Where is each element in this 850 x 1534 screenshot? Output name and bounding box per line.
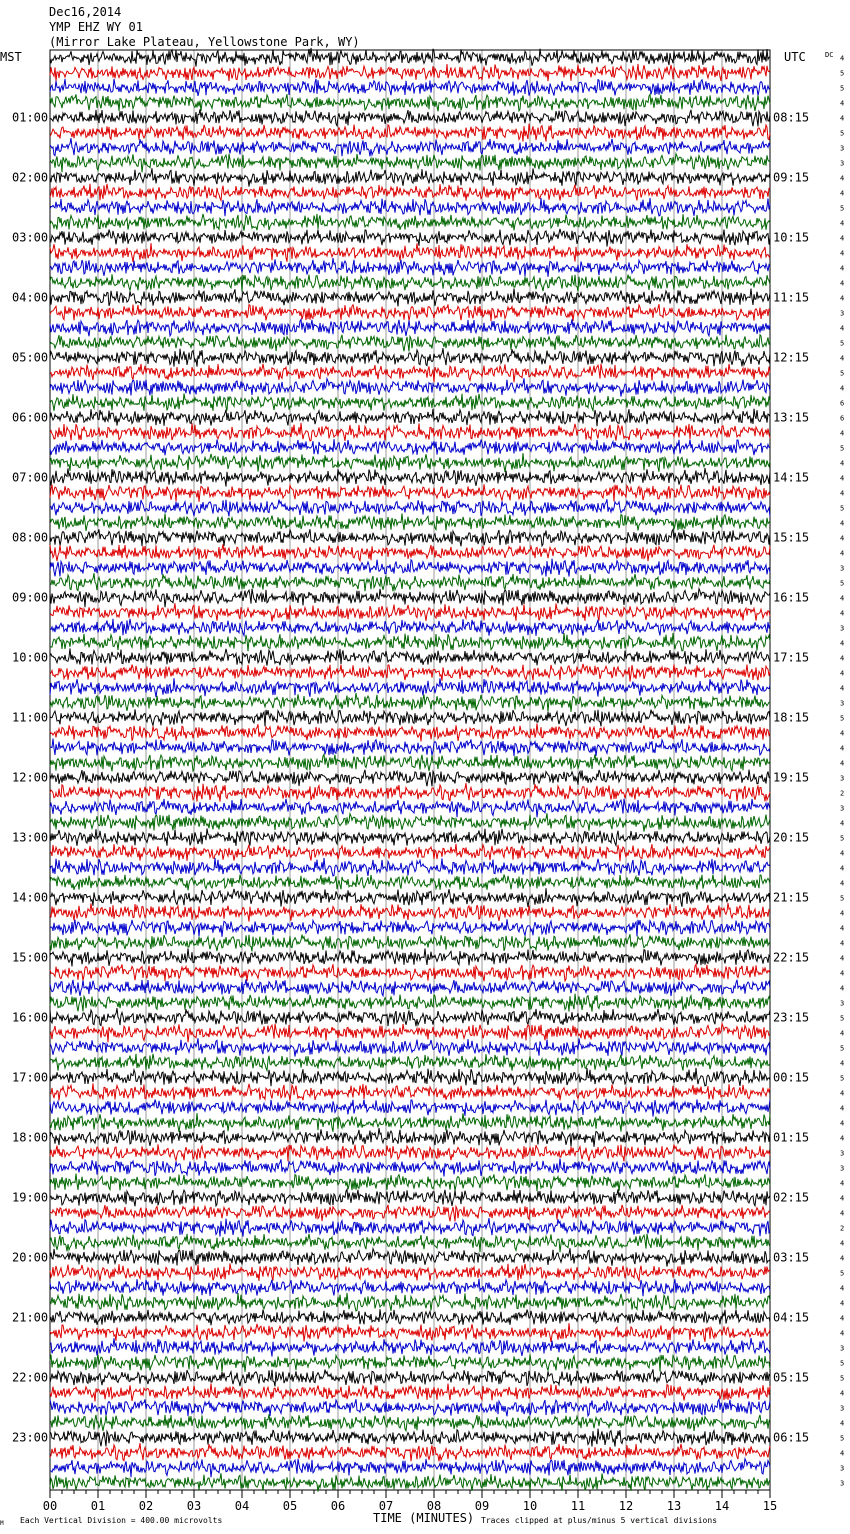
scale-value: 4 bbox=[840, 1179, 845, 1188]
scale-value: 3 bbox=[840, 1344, 845, 1353]
scale-value: 4 bbox=[840, 849, 845, 858]
right-hour-label: 00:15 bbox=[773, 1070, 810, 1085]
scale-value: 5 bbox=[840, 1014, 845, 1023]
scale-value: 5 bbox=[840, 339, 845, 348]
trace-75 bbox=[50, 1174, 770, 1192]
trace-38 bbox=[50, 619, 770, 636]
scale-value: 4 bbox=[840, 1254, 845, 1263]
scale-value: 4 bbox=[840, 1284, 845, 1293]
x-tick-label: 09 bbox=[474, 1499, 490, 1513]
scale-value: 4 bbox=[840, 639, 845, 648]
scale-value: 3 bbox=[840, 999, 845, 1008]
trace-78 bbox=[50, 1218, 770, 1236]
right-hour-label: 23:15 bbox=[773, 1010, 810, 1025]
scale-value: 4 bbox=[840, 654, 845, 663]
x-tick-label: 03 bbox=[186, 1499, 202, 1513]
scale-value: 5 bbox=[840, 369, 845, 378]
trace-39 bbox=[50, 633, 770, 651]
scale-value: 4 bbox=[840, 1419, 845, 1428]
trace-90 bbox=[50, 1399, 770, 1416]
trace-11 bbox=[50, 214, 770, 231]
trace-70 bbox=[50, 1099, 770, 1117]
header-location: (Mirror Lake Plateau, Yellowstone Park, WY) bbox=[49, 35, 360, 49]
trace-6 bbox=[50, 138, 770, 156]
trace-81 bbox=[50, 1263, 770, 1280]
scale-value: 4 bbox=[840, 879, 845, 888]
scale-value: 5 bbox=[840, 444, 845, 453]
trace-29 bbox=[50, 484, 770, 501]
trace-0 bbox=[50, 48, 770, 67]
trace-3 bbox=[50, 94, 770, 111]
right-timezone-label: UTC bbox=[784, 50, 806, 64]
scale-value: 4 bbox=[840, 279, 845, 288]
trace-41 bbox=[50, 664, 770, 682]
scale-value: 4 bbox=[840, 294, 845, 303]
trace-35 bbox=[50, 573, 770, 591]
x-tick-label: 12 bbox=[618, 1499, 634, 1513]
trace-63 bbox=[50, 994, 770, 1012]
scale-value: 4 bbox=[840, 1134, 845, 1143]
scale-value: 4 bbox=[840, 429, 845, 438]
trace-55 bbox=[50, 874, 770, 890]
scale-value: 4 bbox=[840, 459, 845, 468]
trace-87 bbox=[50, 1354, 770, 1371]
left-hour-label: 10:00 bbox=[12, 650, 49, 665]
left-hour-label: 12:00 bbox=[12, 770, 49, 785]
scale-value: 4 bbox=[840, 594, 845, 603]
trace-52 bbox=[50, 828, 770, 845]
scale-value: 5 bbox=[840, 579, 845, 588]
trace-48 bbox=[50, 770, 770, 787]
trace-19 bbox=[50, 335, 770, 352]
scale-value: 4 bbox=[840, 189, 845, 198]
trace-9 bbox=[50, 184, 770, 201]
left-hour-labels bbox=[12, 111, 48, 1445]
x-tick-label: 14 bbox=[714, 1499, 730, 1513]
scale-value: 4 bbox=[840, 354, 845, 363]
trace-18 bbox=[50, 319, 770, 336]
scale-value: 4 bbox=[840, 1104, 845, 1113]
trace-46 bbox=[50, 739, 770, 757]
scale-value: 4 bbox=[840, 249, 845, 258]
trace-49 bbox=[50, 783, 770, 801]
corner-mark: M bbox=[0, 1520, 4, 1527]
trace-16 bbox=[50, 288, 770, 306]
scale-value: 2 bbox=[840, 789, 845, 798]
trace-50 bbox=[50, 799, 770, 817]
right-hour-label: 20:15 bbox=[773, 830, 810, 845]
scale-value: 5 bbox=[840, 1434, 845, 1443]
left-hour-label: 15:00 bbox=[12, 950, 49, 965]
trace-95 bbox=[50, 1473, 770, 1491]
trace-14 bbox=[50, 258, 770, 277]
right-hour-label: 14:15 bbox=[773, 470, 810, 485]
left-hour-label: 13:00 bbox=[12, 830, 49, 845]
right-hour-label: 19:15 bbox=[773, 770, 810, 785]
scale-value: 5 bbox=[840, 834, 845, 843]
trace-5 bbox=[50, 124, 770, 142]
scale-value: 4 bbox=[840, 264, 845, 273]
scale-value: 4 bbox=[840, 114, 845, 123]
trace-84 bbox=[50, 1309, 770, 1325]
trace-26 bbox=[50, 439, 770, 455]
trace-7 bbox=[50, 154, 770, 173]
scale-value: 3 bbox=[840, 624, 845, 633]
scale-value: 4 bbox=[840, 819, 845, 828]
scale-value: 3 bbox=[840, 309, 845, 318]
trace-57 bbox=[50, 903, 770, 921]
trace-2 bbox=[50, 79, 770, 96]
scale-value: 3 bbox=[840, 1404, 845, 1413]
trace-93 bbox=[50, 1443, 770, 1461]
trace-60 bbox=[50, 948, 770, 966]
scale-value: 3 bbox=[840, 564, 845, 573]
trace-67 bbox=[50, 1054, 770, 1071]
x-axis-label: TIME (MINUTES) bbox=[373, 1511, 475, 1525]
left-hour-label: 07:00 bbox=[12, 470, 49, 485]
left-hour-label: 04:00 bbox=[12, 290, 49, 305]
scale-value: 4 bbox=[840, 969, 845, 978]
right-hour-label: 12:15 bbox=[773, 350, 810, 365]
left-hour-label: 02:00 bbox=[12, 170, 49, 185]
trace-92 bbox=[50, 1429, 770, 1447]
trace-22 bbox=[50, 378, 770, 396]
right-hour-label: 15:15 bbox=[773, 530, 810, 545]
trace-86 bbox=[50, 1338, 770, 1356]
trace-73 bbox=[50, 1144, 770, 1161]
scale-value: 6 bbox=[840, 414, 845, 423]
scale-value: 5 bbox=[840, 69, 845, 78]
trace-37 bbox=[50, 603, 770, 621]
left-hour-label: 09:00 bbox=[12, 590, 49, 605]
left-hour-label: 11:00 bbox=[12, 710, 49, 725]
right-hour-label: 21:15 bbox=[773, 890, 810, 905]
left-hour-label: 21:00 bbox=[12, 1310, 49, 1325]
right-hour-label: 06:15 bbox=[773, 1430, 810, 1445]
right-hour-label: 05:15 bbox=[773, 1370, 810, 1385]
scale-value: 5 bbox=[840, 1074, 845, 1083]
right-hour-label: 17:15 bbox=[773, 650, 810, 665]
trace-28 bbox=[50, 468, 770, 486]
scale-value: 3 bbox=[840, 1479, 845, 1488]
scale-value: 4 bbox=[840, 489, 845, 498]
trace-71 bbox=[50, 1113, 770, 1132]
trace-13 bbox=[50, 243, 770, 262]
scale-value: 5 bbox=[840, 1269, 845, 1278]
dc-label: DC bbox=[825, 51, 834, 59]
trace-91 bbox=[50, 1414, 770, 1431]
right-hour-label: 01:15 bbox=[773, 1130, 810, 1145]
x-tick-label: 15 bbox=[762, 1499, 778, 1513]
x-tick-label: 11 bbox=[570, 1499, 586, 1513]
scale-value: 4 bbox=[840, 324, 845, 333]
left-hour-label: 08:00 bbox=[12, 530, 49, 545]
trace-8 bbox=[50, 168, 770, 186]
left-hour-label: 16:00 bbox=[12, 1010, 49, 1025]
scale-value: 3 bbox=[840, 774, 845, 783]
trace-12 bbox=[50, 229, 770, 247]
scale-value: 3 bbox=[840, 1164, 845, 1173]
trace-76 bbox=[50, 1189, 770, 1206]
scale-value: 4 bbox=[840, 1089, 845, 1098]
scale-value: 4 bbox=[840, 174, 845, 183]
trace-23 bbox=[50, 393, 770, 410]
trace-66 bbox=[50, 1038, 770, 1056]
right-hour-label: 10:15 bbox=[773, 230, 810, 245]
x-tick-label: 02 bbox=[138, 1499, 154, 1513]
x-tick-label: 06 bbox=[330, 1499, 346, 1513]
right-hour-label: 13:15 bbox=[773, 410, 810, 425]
left-hour-label: 05:00 bbox=[12, 350, 49, 365]
x-axis bbox=[43, 1490, 777, 1513]
right-scale-values bbox=[840, 55, 844, 1488]
scale-value: 4 bbox=[840, 1329, 845, 1338]
x-tick-label: 10 bbox=[522, 1499, 538, 1513]
trace-10 bbox=[50, 198, 770, 216]
clip-note: Traces clipped at plus/minus 5 vertical divisions bbox=[481, 1516, 718, 1525]
trace-61 bbox=[50, 964, 770, 981]
trace-24 bbox=[50, 409, 770, 427]
trace-80 bbox=[50, 1248, 770, 1266]
right-hour-labels bbox=[773, 111, 809, 1445]
trace-79 bbox=[50, 1234, 770, 1252]
trace-34 bbox=[50, 559, 770, 577]
trace-89 bbox=[50, 1383, 770, 1401]
left-hour-label: 20:00 bbox=[12, 1250, 49, 1265]
scale-value: 4 bbox=[840, 1059, 845, 1068]
left-hour-label: 19:00 bbox=[12, 1190, 49, 1205]
trace-33 bbox=[50, 544, 770, 561]
scale-value: 2 bbox=[840, 1224, 845, 1233]
scale-value: 5 bbox=[840, 894, 845, 903]
scale-value: 5 bbox=[840, 204, 845, 213]
right-hour-label: 16:15 bbox=[773, 590, 810, 605]
trace-56 bbox=[50, 888, 770, 907]
trace-83 bbox=[50, 1293, 770, 1311]
scale-value: 4 bbox=[840, 1449, 845, 1458]
scale-value: 4 bbox=[840, 954, 845, 963]
trace-65 bbox=[50, 1024, 770, 1043]
trace-94 bbox=[50, 1459, 770, 1478]
trace-51 bbox=[50, 813, 770, 831]
header-station: YMP EHZ WY 01 bbox=[49, 20, 143, 34]
scale-value: 5 bbox=[840, 1359, 845, 1368]
x-tick-label: 08 bbox=[426, 1499, 442, 1513]
scale-value: 4 bbox=[840, 744, 845, 753]
trace-32 bbox=[50, 529, 770, 546]
trace-27 bbox=[50, 453, 770, 472]
scale-value: 5 bbox=[840, 714, 845, 723]
trace-47 bbox=[50, 754, 770, 771]
trace-54 bbox=[50, 858, 770, 876]
right-hour-label: 09:15 bbox=[773, 170, 810, 185]
trace-62 bbox=[50, 979, 770, 996]
right-hour-label: 22:15 bbox=[773, 950, 810, 965]
trace-74 bbox=[50, 1158, 770, 1176]
trace-82 bbox=[50, 1279, 770, 1296]
right-hour-label: 04:15 bbox=[773, 1310, 810, 1325]
scale-value: 4 bbox=[840, 219, 845, 228]
trace-44 bbox=[50, 709, 770, 726]
trace-77 bbox=[50, 1205, 770, 1222]
trace-25 bbox=[50, 423, 770, 441]
trace-15 bbox=[50, 274, 770, 291]
scale-value: 4 bbox=[840, 909, 845, 918]
trace-40 bbox=[50, 648, 770, 665]
scale-value: 3 bbox=[840, 1464, 845, 1473]
scale-value: 6 bbox=[840, 399, 845, 408]
scale-value: 4 bbox=[840, 939, 845, 948]
trace-68 bbox=[50, 1068, 770, 1086]
scale-value: 4 bbox=[840, 1194, 845, 1203]
scale-note: Each Vertical Division = 400.00 microvolts bbox=[20, 1516, 223, 1525]
trace-88 bbox=[50, 1369, 770, 1386]
trace-43 bbox=[50, 693, 770, 712]
trace-17 bbox=[50, 304, 770, 321]
scale-value: 4 bbox=[840, 474, 845, 483]
scale-value: 4 bbox=[840, 984, 845, 993]
scale-value: 5 bbox=[840, 84, 845, 93]
scale-value: 4 bbox=[840, 1119, 845, 1128]
scale-value: 3 bbox=[840, 699, 845, 708]
scale-value: 5 bbox=[840, 1044, 845, 1053]
x-tick-label: 01 bbox=[90, 1499, 106, 1513]
scale-value: 4 bbox=[840, 1029, 845, 1038]
scale-value: 3 bbox=[840, 804, 845, 813]
x-tick-label: 04 bbox=[234, 1499, 250, 1513]
left-timezone-label: MST bbox=[0, 50, 22, 64]
scale-value: 4 bbox=[840, 549, 845, 558]
trace-58 bbox=[50, 919, 770, 936]
right-hour-label: 11:15 bbox=[773, 290, 810, 305]
x-tick-label: 05 bbox=[282, 1499, 298, 1513]
scale-value: 3 bbox=[840, 144, 845, 153]
trace-31 bbox=[50, 513, 770, 531]
scale-value: 4 bbox=[840, 1209, 845, 1218]
trace-64 bbox=[50, 1008, 770, 1026]
trace-group bbox=[50, 48, 770, 1492]
header-date: Dec16,2014 bbox=[49, 5, 122, 19]
scale-value: 4 bbox=[840, 864, 845, 873]
right-hour-label: 18:15 bbox=[773, 710, 810, 725]
scale-value: 5 bbox=[840, 1374, 845, 1383]
scale-value: 4 bbox=[840, 684, 845, 693]
trace-30 bbox=[50, 499, 770, 516]
scale-value: 4 bbox=[840, 609, 845, 618]
trace-72 bbox=[50, 1128, 770, 1147]
trace-21 bbox=[50, 364, 770, 382]
scale-value: 4 bbox=[840, 234, 845, 243]
trace-53 bbox=[50, 844, 770, 861]
left-hour-label: 01:00 bbox=[12, 110, 49, 125]
left-hour-label: 03:00 bbox=[12, 230, 49, 245]
scale-value: 5 bbox=[840, 129, 845, 138]
scale-value: 4 bbox=[840, 54, 845, 63]
left-hour-label: 23:00 bbox=[12, 1430, 49, 1445]
scale-value: 4 bbox=[840, 1239, 845, 1248]
scale-value: 4 bbox=[840, 534, 845, 543]
scale-value: 4 bbox=[840, 924, 845, 933]
right-hour-label: 08:15 bbox=[773, 110, 810, 125]
left-hour-label: 17:00 bbox=[12, 1070, 49, 1085]
scale-value: 4 bbox=[840, 729, 845, 738]
trace-45 bbox=[50, 723, 770, 741]
scale-value: 4 bbox=[840, 99, 845, 108]
trace-1 bbox=[50, 64, 770, 81]
trace-4 bbox=[50, 109, 770, 126]
scale-value: 4 bbox=[840, 669, 845, 678]
trace-69 bbox=[50, 1083, 770, 1100]
x-tick-label: 07 bbox=[378, 1499, 394, 1513]
left-hour-label: 14:00 bbox=[12, 890, 49, 905]
right-hour-label: 02:15 bbox=[773, 1190, 810, 1205]
left-hour-label: 06:00 bbox=[12, 410, 49, 425]
trace-20 bbox=[50, 348, 770, 366]
trace-59 bbox=[50, 934, 770, 951]
trace-36 bbox=[50, 589, 770, 608]
x-tick-label: 00 bbox=[42, 1499, 58, 1513]
scale-value: 5 bbox=[840, 504, 845, 513]
right-hour-label: 03:15 bbox=[773, 1250, 810, 1265]
scale-value: 4 bbox=[840, 1299, 845, 1308]
x-tick-label: 13 bbox=[666, 1499, 682, 1513]
scale-value: 4 bbox=[840, 1389, 845, 1398]
scale-value: 4 bbox=[840, 759, 845, 768]
left-hour-label: 22:00 bbox=[12, 1370, 49, 1385]
scale-value: 3 bbox=[840, 159, 845, 168]
scale-value: 4 bbox=[840, 1314, 845, 1323]
scale-value: 4 bbox=[840, 384, 845, 393]
left-hour-label: 18:00 bbox=[12, 1130, 49, 1145]
scale-value: 4 bbox=[840, 519, 845, 528]
scale-value: 3 bbox=[840, 1149, 845, 1158]
